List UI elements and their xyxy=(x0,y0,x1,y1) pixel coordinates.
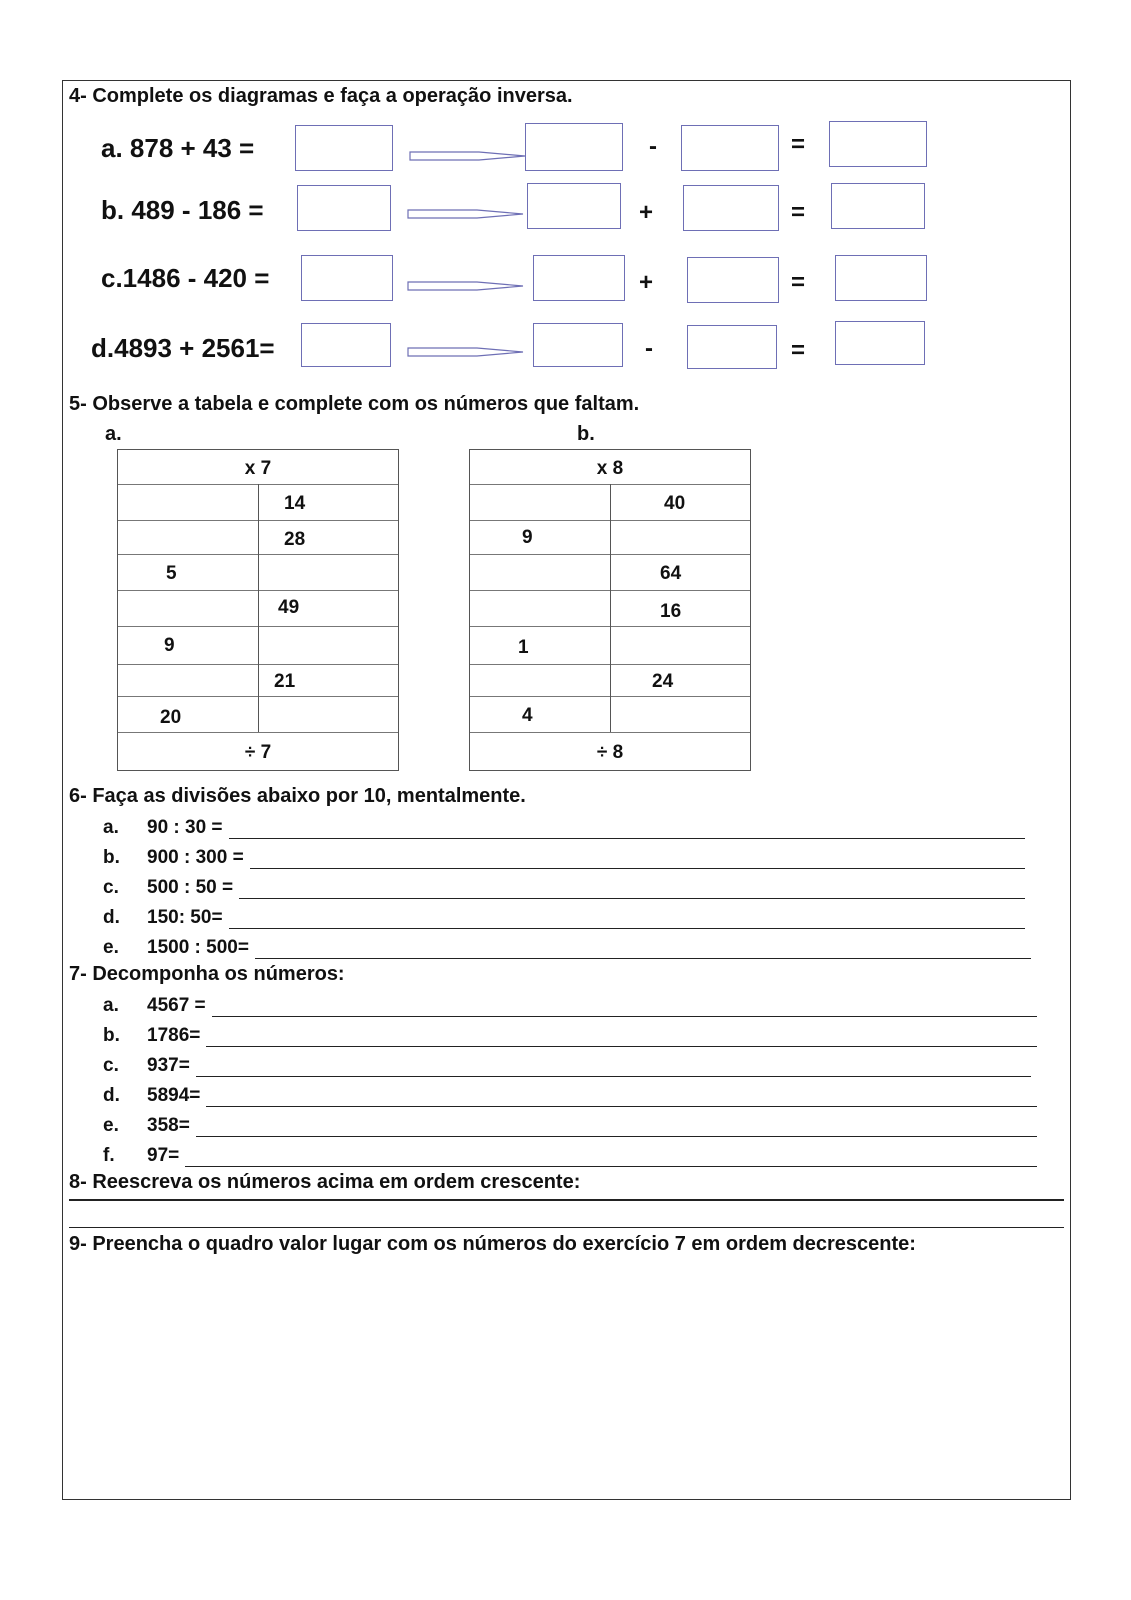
table-header: x 8 xyxy=(596,458,624,479)
answer-line[interactable] xyxy=(206,1088,1037,1107)
q6-item-c: c. 500 : 50 = xyxy=(103,877,1025,899)
q4-expr-a: a. 878 + 43 = xyxy=(101,133,255,163)
q7-item-d: d. 5894= xyxy=(103,1085,1037,1107)
answer-box[interactable] xyxy=(687,325,777,369)
q7-item-f: f. 97= xyxy=(103,1145,1037,1167)
arrow-icon xyxy=(407,343,525,361)
table-cell: 1 xyxy=(518,637,529,658)
answer-box[interactable] xyxy=(533,323,623,367)
answer-box[interactable] xyxy=(297,185,391,231)
answer-line[interactable] xyxy=(206,1028,1037,1047)
answer-line[interactable] xyxy=(196,1118,1037,1137)
q4-expr-d: d.4893 + 2561= xyxy=(91,333,275,363)
q4-inverse-op-c: + xyxy=(639,269,654,296)
table-cell: 4 xyxy=(522,705,533,726)
q4-inverse-op-d: - xyxy=(645,335,653,362)
table-footer: ÷ 8 xyxy=(596,742,624,763)
q7-item-b: b. 1786= xyxy=(103,1025,1037,1047)
table-a-label: a. xyxy=(105,423,122,445)
table-cell: 9 xyxy=(522,527,533,548)
q6-item-b: b. 900 : 300 = xyxy=(103,847,1025,869)
arrow-icon xyxy=(407,277,525,295)
answer-line[interactable] xyxy=(255,940,1031,959)
table-cell: 14 xyxy=(284,493,306,514)
q4-equals-a: = xyxy=(791,131,806,158)
answer-box[interactable] xyxy=(295,125,393,171)
table-cell: 9 xyxy=(164,635,175,656)
q4-expr-c: c.1486 - 420 = xyxy=(101,263,270,293)
answer-box[interactable] xyxy=(533,255,625,301)
answer-box[interactable] xyxy=(525,123,623,171)
answer-line[interactable] xyxy=(239,880,1025,899)
answer-box[interactable] xyxy=(829,121,927,167)
arrow-icon xyxy=(407,205,525,223)
answer-box[interactable] xyxy=(301,323,391,367)
answer-line[interactable] xyxy=(69,1227,1064,1228)
q4-equals-c: = xyxy=(791,269,806,296)
answer-box[interactable] xyxy=(831,183,925,229)
q7-item-e: e. 358= xyxy=(103,1115,1037,1137)
q4-equals-b: = xyxy=(791,199,806,226)
table-cell: 64 xyxy=(660,563,682,584)
table-cell: 49 xyxy=(278,597,300,618)
q4-inverse-op-b: + xyxy=(639,199,654,226)
answer-box[interactable] xyxy=(681,125,779,171)
q6-item-e: e. 1500 : 500= xyxy=(103,937,1031,959)
table-header: x 7 xyxy=(244,458,272,479)
answer-box[interactable] xyxy=(835,255,927,301)
q6-item-d: d. 150: 50= xyxy=(103,907,1025,929)
answer-area[interactable] xyxy=(69,1271,1061,1491)
answer-box[interactable] xyxy=(835,321,925,365)
answer-line[interactable] xyxy=(185,1148,1037,1167)
question-8-title: 8- Reescreva os números acima em ordem crescente: xyxy=(69,1171,581,1193)
answer-box[interactable] xyxy=(301,255,393,301)
q4-expr-b: b. 489 - 186 = xyxy=(101,195,264,225)
question-6-title: 6- Faça as divisões abaixo por 10, mentalmente. xyxy=(69,785,526,807)
answer-box[interactable] xyxy=(527,183,621,229)
question-5-title: 5- Observe a tabela e complete com os números que faltam. xyxy=(69,393,640,415)
arrow-icon xyxy=(409,147,527,165)
table-b-label: b. xyxy=(577,423,595,445)
q6-item-a: a. 90 : 30 = xyxy=(103,817,1025,839)
answer-line[interactable] xyxy=(212,998,1037,1017)
table-cell: 5 xyxy=(166,563,177,584)
table-footer: ÷ 7 xyxy=(244,742,272,763)
multiplication-table-8 xyxy=(469,449,751,771)
table-cell: 16 xyxy=(660,601,682,622)
table-cell: 21 xyxy=(274,671,296,692)
question-9-title: 9- Preencha o quadro valor lugar com os números do exercício 7 em ordem decrescente: xyxy=(69,1233,916,1255)
table-cell: 40 xyxy=(664,493,686,514)
answer-box[interactable] xyxy=(683,185,779,231)
answer-line[interactable] xyxy=(69,1199,1064,1201)
question-4-title: 4- Complete os diagramas e faça a operação inversa. xyxy=(69,85,573,107)
answer-line[interactable] xyxy=(229,820,1025,839)
answer-box[interactable] xyxy=(687,257,779,303)
q7-item-c: c. 937= xyxy=(103,1055,1031,1077)
answer-line[interactable] xyxy=(250,850,1025,869)
worksheet-page xyxy=(62,80,1071,1500)
table-cell: 28 xyxy=(284,529,306,550)
multiplication-table-7 xyxy=(117,449,399,771)
answer-line[interactable] xyxy=(196,1058,1031,1077)
question-7-title: 7- Decomponha os números: xyxy=(69,963,345,985)
table-cell: 20 xyxy=(160,707,182,728)
answer-line[interactable] xyxy=(229,910,1025,929)
q4-equals-d: = xyxy=(791,337,806,364)
q4-inverse-op-a: - xyxy=(649,133,657,160)
q7-item-a: a. 4567 = xyxy=(103,995,1037,1017)
table-cell: 24 xyxy=(652,671,674,692)
